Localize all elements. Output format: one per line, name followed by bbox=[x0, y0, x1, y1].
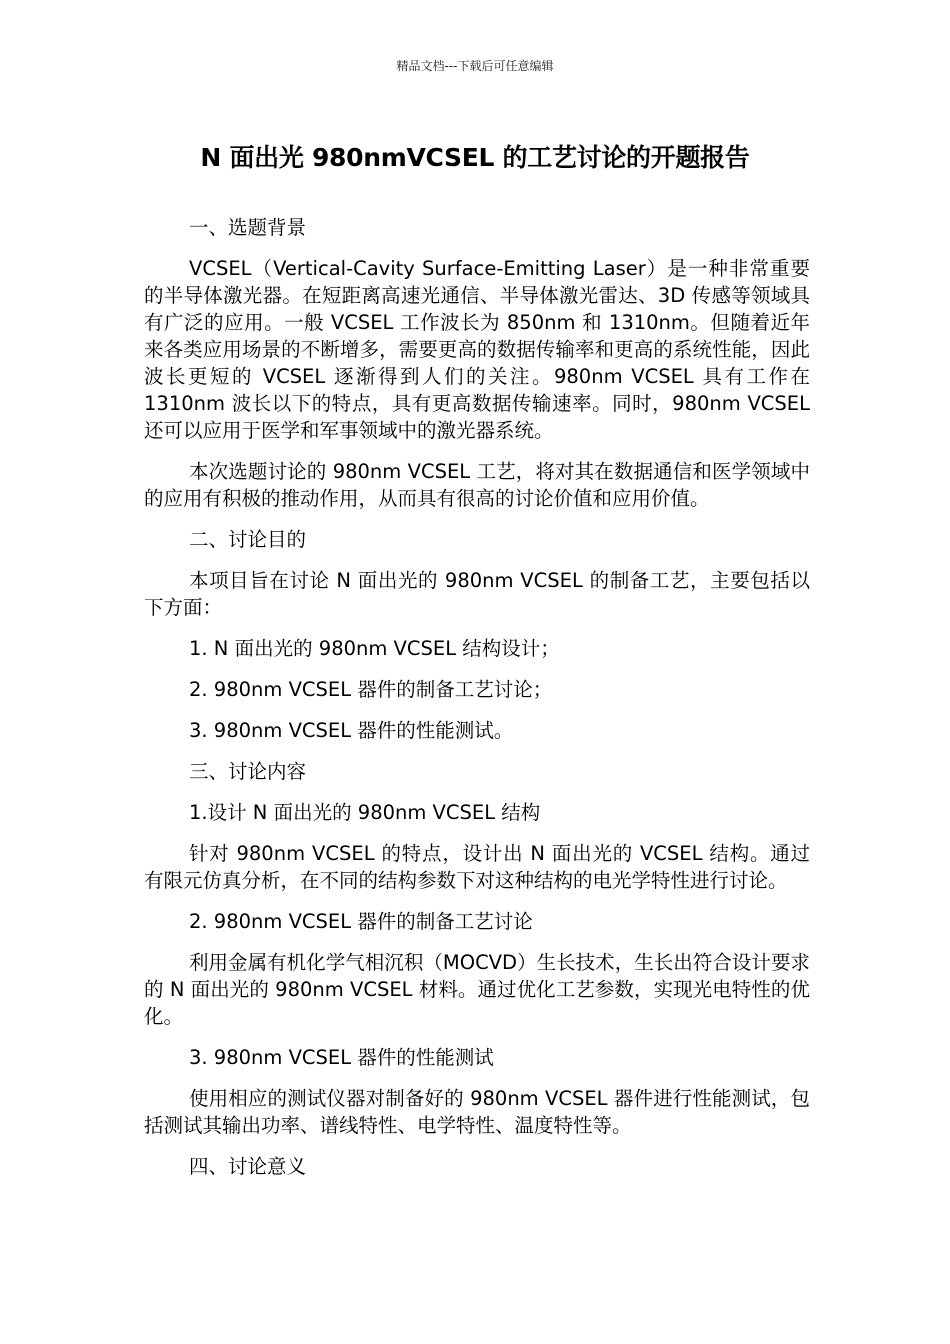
paragraph-background: VCSEL（Vertical-Cavity Surface-Emitting Laser）是一种非常重要的半导体激光器。在短距离高速光通信、半导体激光雷达、3D 传感等领域具有广泛的应用。一般 VCSEL 工作波长为 850nm 和 1310nm。但随着近年来各类应用场景的不断增多，需要更高的数据传输率和更高的系统性能，因此波长更短的 VCSEL 逐渐得到人们的关注。980nm VCSEL 具有工作在 1310nm 波长以下的特点，具有更高数据传输速率。同时，980nm VCSEL 还可以应用于医学和军事领域中的激光器系统。 bbox=[144, 257, 810, 442]
list-item-purpose-2: 2. 980nm VCSEL 器件的制备工艺讨论； bbox=[189, 678, 553, 701]
list-item-purpose-1: 1. N 面出光的 980nm VCSEL 结构设计； bbox=[189, 637, 560, 660]
paragraph-content-3: 使用相应的测试仪器对制备好的 980nm VCSEL 器件进行性能测试，包括测试其输出功率、谱线特性、电学特性、温度特性等。 bbox=[144, 1087, 810, 1137]
subheading-content-1: 1.设计 N 面出光的 980nm VCSEL 结构 bbox=[189, 801, 541, 824]
document-body bbox=[144, 214, 810, 1180]
section-heading-content: 三、讨论内容 bbox=[189, 760, 307, 783]
subheading-content-2: 2. 980nm VCSEL 器件的制备工艺讨论 bbox=[189, 910, 533, 933]
list-item-purpose-3: 3. 980nm VCSEL 器件的性能测试。 bbox=[189, 719, 514, 742]
paragraph-topic-value: 本次选题讨论的 980nm VCSEL 工艺，将对其在数据通信和医学领域中的应用有积极的推动作用，从而具有很高的讨论价值和应用价值。 bbox=[144, 460, 810, 510]
section-heading-significance: 四、讨论意义 bbox=[189, 1155, 307, 1178]
document-title: N 面出光 980nmVCSEL 的工艺讨论的开题报告 bbox=[200, 143, 750, 172]
paragraph-content-2: 利用金属有机化学气相沉积（MOCVD）生长技术，生长出符合设计要求的 N 面出光的 980nm VCSEL 材料。通过优化工艺参数，实现光电特性的优化。 bbox=[144, 951, 810, 1028]
paragraph-content-1: 针对 980nm VCSEL 的特点，设计出 N 面出光的 VCSEL 结构。通过有限元仿真分析，在不同的结构参数下对这种结构的电光学特性进行讨论。 bbox=[144, 842, 810, 892]
header-note: 精品文档---下载后可任意编辑 bbox=[396, 59, 554, 73]
paragraph-purpose: 本项目旨在讨论 N 面出光的 980nm VCSEL 的制备工艺，主要包括以下方面： bbox=[144, 569, 810, 619]
subheading-content-3: 3. 980nm VCSEL 器件的性能测试 bbox=[189, 1046, 494, 1069]
section-heading-purpose: 二、讨论目的 bbox=[189, 528, 307, 551]
section-heading-background: 一、选题背景 bbox=[189, 216, 307, 239]
